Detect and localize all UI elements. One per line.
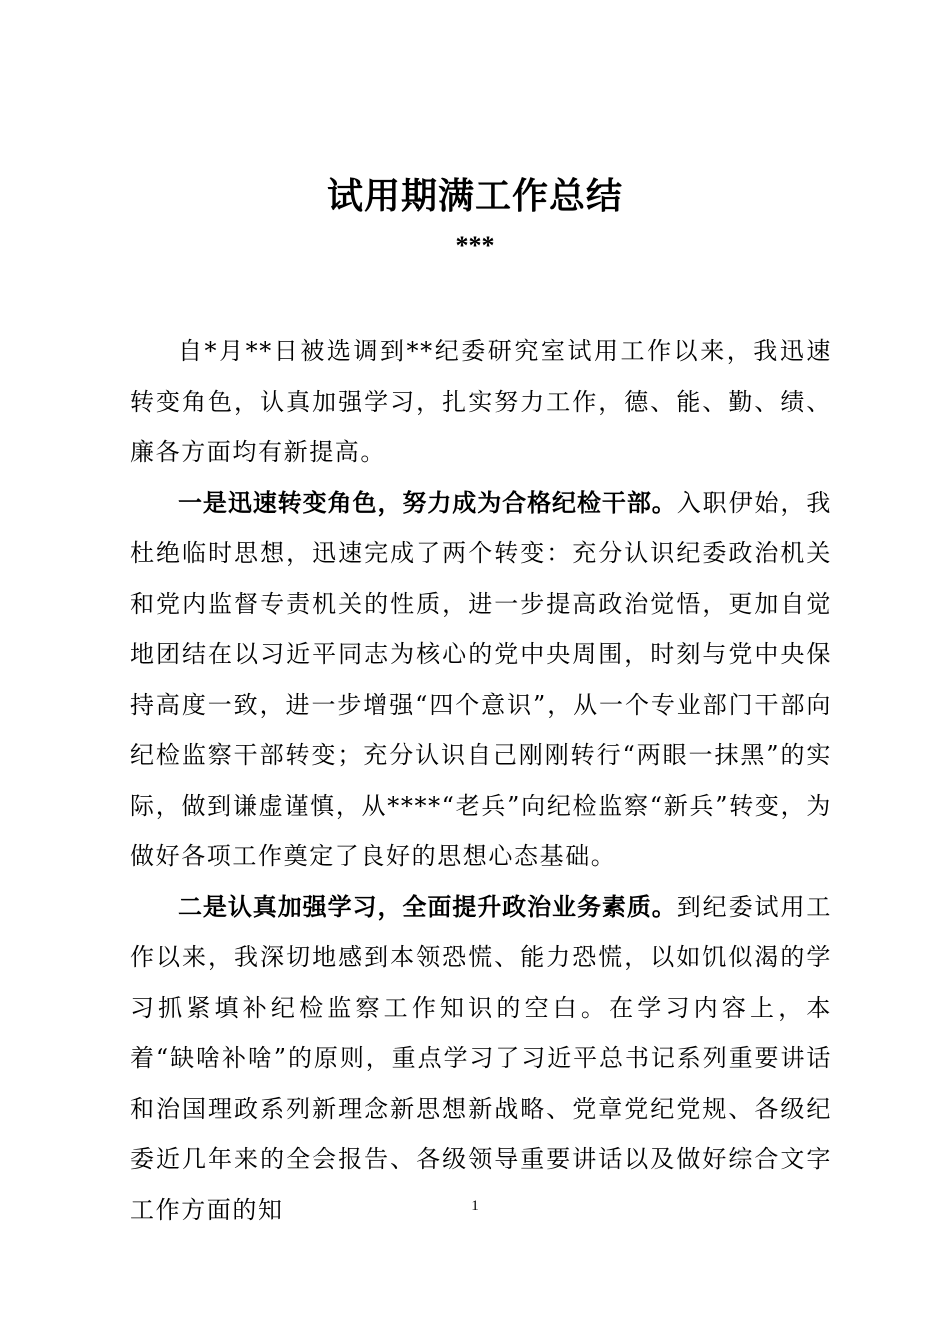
document-author: *** [455,231,495,260]
page-number: 1 [471,1198,479,1214]
paragraph-text: 入职伊始，我杜绝临时思想，迅速完成了两个转变：充分认识纪委政治机关和党内监督专责机关的性质，进一步提高政治觉悟，更加自觉地团结在以习近平同志为核心的党中央周围，时刻与党中央保持高度一致，进一步增强“四个意识”，从一个专业部门干部向纪检监察干部转变；充分认识自己刚刚转行“两眼一抹黑”的实际，做到谦虚谨慎，从****“老兵”向纪检监察“新兵”转变，为做好各项工作奠定了良好的思想心态基础。 [130,488,832,870]
paragraph-text: 到纪委试用工作以来，我深切地感到本领恐慌、能力恐慌，以如饥似渴的学习抓紧填补纪检监察工作知识的空白。在学习内容上，本着“缺啥补啥”的原则，重点学习了习近平总书记系列重要讲话和治国理政系列新理念新思想新战略、党章党纪党规、各级纪委近几年来的全会报告、各级领导重要讲话以及做好综合文字工作方面的知 [130,892,832,1224]
paragraph-lead: 一是迅速转变角色，努力成为合格纪检干部。 [178,488,677,517]
paragraph-intro [130,326,832,478]
document-title: 试用期满工作总结 [326,175,623,217]
paragraph-study [130,882,832,1236]
paragraph-lead: 二是认真加强学习，全面提升政治业务素质。 [178,892,677,921]
document-body [130,326,832,1235]
paragraph-text: 自*月**日被选调到**纪委研究室试用工作以来，我迅速转变角色，认真加强学习，扎实努力工作，德、能、勤、绩、廉各方面均有新提高。 [130,337,832,466]
paragraph-role-change [130,478,832,882]
